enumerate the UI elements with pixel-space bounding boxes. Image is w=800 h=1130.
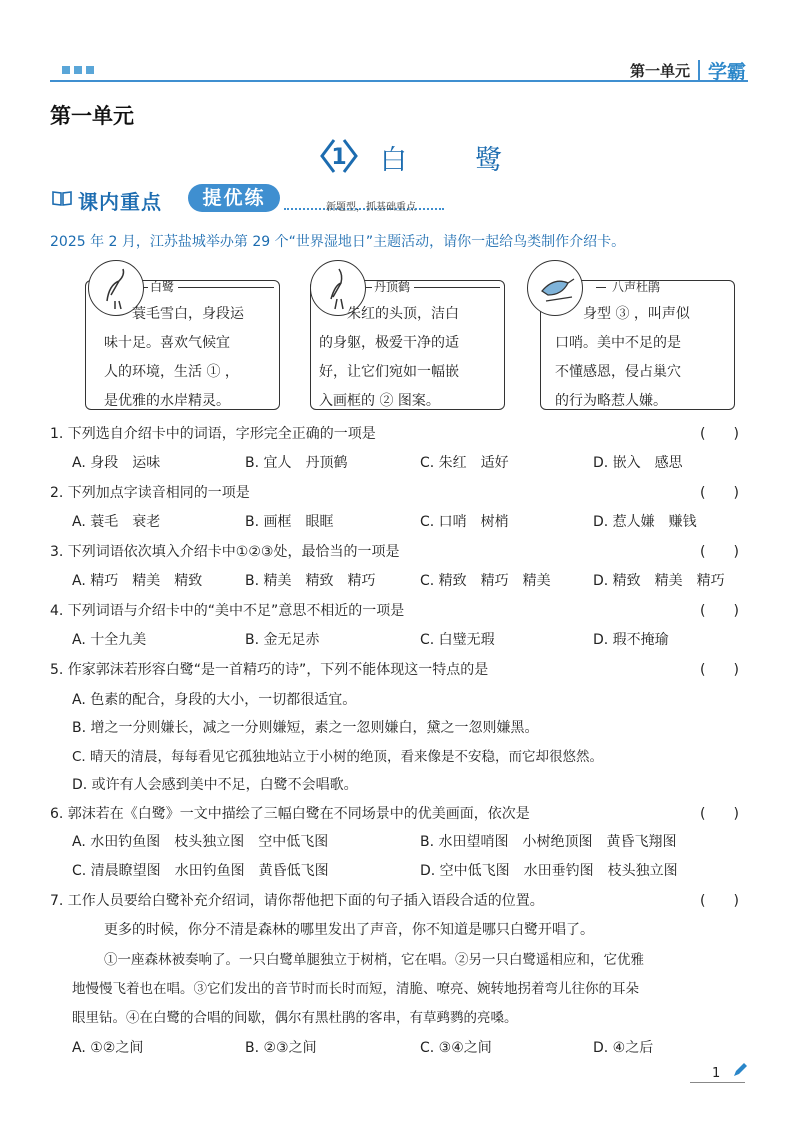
option[interactable]: C. 清晨瞭望图 水田钓鱼图 黄昏低飞图 [72,863,329,879]
page-rule [690,1082,745,1083]
question-stem: 5. 作家郭沫若形容白鹭“是一首精巧的诗”，下列不能体现这一特点的是 [50,662,489,678]
q7-passage-line: 地慢慢飞着也在唱。③它们发出的音节时而长时而短，清脆、嘹亮、婉转地拐着弯儿往你的耳朵 [72,981,639,997]
card-line: 的身躯，极爱干净的适 [319,335,459,351]
question-stem: 3. 下列词语依次填入介绍卡中①②③处，最恰当的一项是 [50,544,400,560]
card-text-crane [319,300,459,416]
section-note: 新题型，抓基础重点 [326,202,416,213]
book-icon [52,190,72,206]
answer-blank[interactable]: ( ) [700,485,739,501]
section-pill-label: 提优练 [202,187,266,209]
header-square [62,66,70,74]
lesson-title: 白鹭 [380,145,570,176]
option[interactable]: B. ②③之间 [245,1040,317,1056]
option[interactable]: A. 蓑毛 衰老 [72,514,161,530]
header-unit: 第一单元 [629,62,690,80]
option[interactable]: B. 宜人 丹顶鹤 [245,455,348,471]
card-line: 的行为略惹人嫌。 [555,393,667,409]
option[interactable]: A. 水田钓鱼图 枝头独立图 空中低飞图 [72,834,329,850]
question-stem: 7. 工作人员要给白鹭补充介绍词，请你帮他把下面的句子插入语段合适的位置。 [50,893,544,909]
option[interactable]: A. ①②之间 [72,1040,144,1056]
lesson-number-badge [320,138,358,174]
header-square [74,66,82,74]
card-line: 是优雅的水岸精灵。 [104,393,230,409]
answer-blank[interactable]: ( ) [700,603,739,619]
option[interactable]: A. 精巧 精美 精致 [72,573,203,589]
card-line: 人的环境，生活 ① ， [104,364,239,380]
question-stem: 4. 下列词语与介绍卡中的“美中不足”意思不相近的一项是 [50,603,405,619]
q7-passage-line: 眼里钻。④在白鹭的合唱的间歇，偶尔有黑杜鹃的客串，有草鹀鹨的亮嗓。 [72,1010,518,1026]
option[interactable]: D. ④之后 [593,1040,654,1056]
q7-passage-line: ①一座森林被奏响了。一只白鹭单腿独立于树梢，它在唱。②另一只白鹭遥相应和，它优雅 [104,952,644,968]
lesson-number: 1 [331,145,347,170]
section-pill [188,184,280,212]
option[interactable]: D. 精致 精美 精巧 [593,573,725,589]
card-line: 身型 ③ ，叫声似 [583,306,690,322]
card-line: 味十足。喜欢气候宜 [104,335,230,351]
option[interactable]: A. 十全九美 [72,632,147,648]
card-rule [366,287,372,288]
q7-sentence: 更多的时候，你分不清是森林的哪里发出了声音，你不知道是哪只白鹭开唱了。 [104,922,594,938]
option[interactable]: C. 朱红 适好 [420,455,509,471]
option[interactable]: C. 白璧无瑕 [420,632,495,648]
card-name: 八声杜鹃 [612,280,661,294]
card-name: 白鹭 [150,280,175,294]
question-stem: 1. 下列选自介绍卡中的词语，字形完全正确的一项是 [50,426,376,442]
intro-text: 2025 年 2 月，江苏盐城举办第 29 个“世界湿地日”主题活动，请你一起给鸟类制作介绍卡。 [50,234,626,250]
option[interactable]: A. 色素的配合，身段的大小，一切都很适宜。 [72,692,357,708]
answer-blank[interactable]: ( ) [700,544,739,560]
option[interactable]: D. 嵌入 感思 [593,455,683,471]
card-text-cuckoo [555,300,690,416]
page-number: 1 [712,1066,721,1081]
option[interactable]: B. 水田望哨图 小树绝顶图 黄昏飞翔图 [420,834,677,850]
answer-blank[interactable]: ( ) [700,662,739,678]
option[interactable]: D. 或许有人会感到美中不足，白鹭不会唱歌。 [72,777,358,793]
question-stem: 2. 下列加点字读音相同的一项是 [50,485,250,501]
option[interactable]: B. 增之一分则嫌长，减之一分则嫌短，素之一忽则嫌白，黛之一忽则嫌黑。 [72,720,539,736]
header-brand: 学霸 [707,61,746,83]
option[interactable]: C. 精致 精巧 精美 [420,573,551,589]
option[interactable]: C. 口哨 树梢 [420,514,509,530]
card-rule [414,287,500,288]
card-rule [178,287,274,288]
card-line: 朱红的头顶，洁白 [347,306,459,322]
header-separator [698,60,700,80]
card-line: 好，让它们宛如一幅嵌 [319,364,459,380]
answer-blank[interactable]: ( ) [700,806,739,822]
option[interactable]: D. 空中低飞图 水田垂钓图 枝头独立图 [420,863,678,879]
question-stem: 6. 郭沫若在《白鹭》一文中描绘了三幅白鹭在不同场景中的优美画面，依次是 [50,806,530,822]
option[interactable]: D. 惹人嫌 赚钱 [593,514,697,530]
card-name: 丹顶鹤 [374,280,411,294]
option[interactable]: B. 精美 精致 精巧 [245,573,376,589]
option[interactable]: B. 金无足赤 [245,632,320,648]
header-square [86,66,94,74]
option[interactable]: D. 瑕不掩瑜 [593,632,669,648]
card-rule [596,287,606,288]
card-line: 口哨。美中不足的是 [555,335,681,351]
card-line: 入画框的 ② 图案。 [319,393,440,409]
card-line: 蓑毛雪白，身段运 [132,306,244,322]
option[interactable]: A. 身段 运味 [72,455,161,471]
option[interactable]: B. 画框 眼眶 [245,514,334,530]
answer-blank[interactable]: ( ) [700,893,739,909]
section-title: 课内重点 [78,190,162,214]
unit-title: 第一单元 [50,104,134,128]
option[interactable]: C. ③④之间 [420,1040,492,1056]
answer-blank[interactable]: ( ) [700,426,739,442]
pencil-icon [732,1062,748,1078]
card-line: 不懂感恩，侵占巢穴 [555,364,681,380]
option[interactable]: C. 晴天的清晨，每每看见它孤独地站立于小树的绝顶，看来像是不安稳，而它却很悠然。 [72,749,604,765]
card-text-egret [104,300,244,416]
